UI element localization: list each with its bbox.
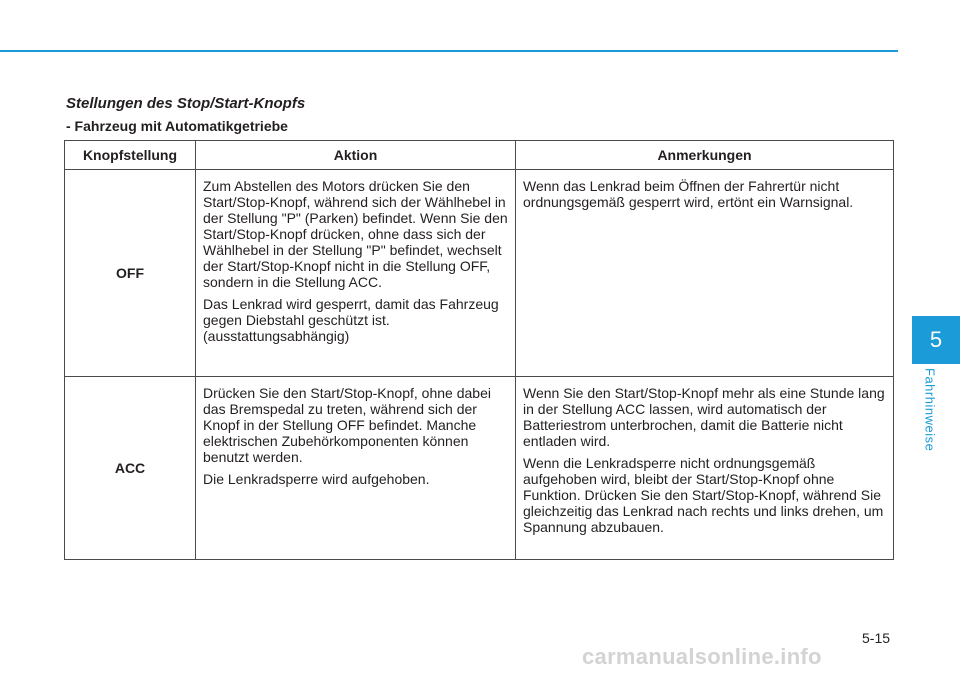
notes-paragraph: Wenn Sie den Start/Stop-Knopf mehr als eine Stunde lang in der Stellung ACC lassen, wird automatisch der Batteriestrom unterbrochen, damit die Batterie nicht entladen wird.	[523, 385, 885, 449]
position-cell: ACC	[65, 377, 196, 560]
header-aktion: Aktion	[196, 141, 516, 170]
header-rule	[0, 50, 898, 52]
action-cell	[196, 377, 516, 560]
header-anmerkungen: Anmerkungen	[516, 141, 894, 170]
notes-cell	[516, 170, 894, 377]
header-knopfstellung: Knopfstellung	[65, 141, 196, 170]
section-subtitle: - Fahrzeug mit Automatikgetriebe	[66, 118, 288, 134]
chapter-name: Fahrhinweise	[922, 368, 938, 452]
action-paragraph: Die Lenkradsperre wird aufgehoben.	[203, 471, 430, 487]
action-cell	[196, 170, 516, 377]
page-number: 5-15	[862, 630, 891, 646]
section-title: Stellungen des Stop/Start-Knopfs	[66, 95, 306, 112]
notes-cell	[516, 377, 894, 560]
table-row	[65, 170, 894, 377]
button-positions-table	[64, 140, 894, 560]
watermark: carmanualsonline.info	[582, 644, 822, 669]
table-row	[65, 377, 894, 560]
chapter-number-tab	[912, 316, 960, 364]
chapter-number: 5	[929, 327, 943, 352]
action-paragraph: Das Lenkrad wird gesperrt, damit das Fahrzeug gegen Diebstahl geschützt ist. (ausstattungsabhängig)	[203, 296, 499, 344]
position-cell: OFF	[65, 170, 196, 377]
action-paragraph: Drücken Sie den Start/Stop-Knopf, ohne dabei das Bremspedal zu treten, während sich der Knopf in der Stellung OFF befindet. Manche elektrischen Zubehörkomponenten können benutzt werden.	[203, 385, 491, 465]
notes-paragraph: Wenn die Lenkradsperre nicht ordnungsgemäß aufgehoben wird, bleibt der Start/Stop-Knopf ohne Funktion. Drücken Sie den Start/Stop-Knopf, während Sie gleichzeitig das Lenkrad nach rechts und links drehen, um Spannung abzubauen.	[523, 455, 884, 535]
action-paragraph: Zum Abstellen des Motors drücken Sie den Start/Stop-Knopf, während sich der Wählhebel in der Stellung "P" (Parken) befindet. Wenn Sie den Start/Stop-Knopf drücken, ohne dass sich der Wählhebel in der Stellung "P" befindet, wechselt der Start/Stop-Knopf nicht in die Stellung OFF, sondern in die Stellung ACC.	[203, 178, 508, 290]
table-header-row	[65, 141, 894, 170]
notes-paragraph: Wenn das Lenkrad beim Öffnen der Fahrertür nicht ordnungsgemäß gesperrt wird, ertönt ein Warnsignal.	[523, 178, 854, 210]
